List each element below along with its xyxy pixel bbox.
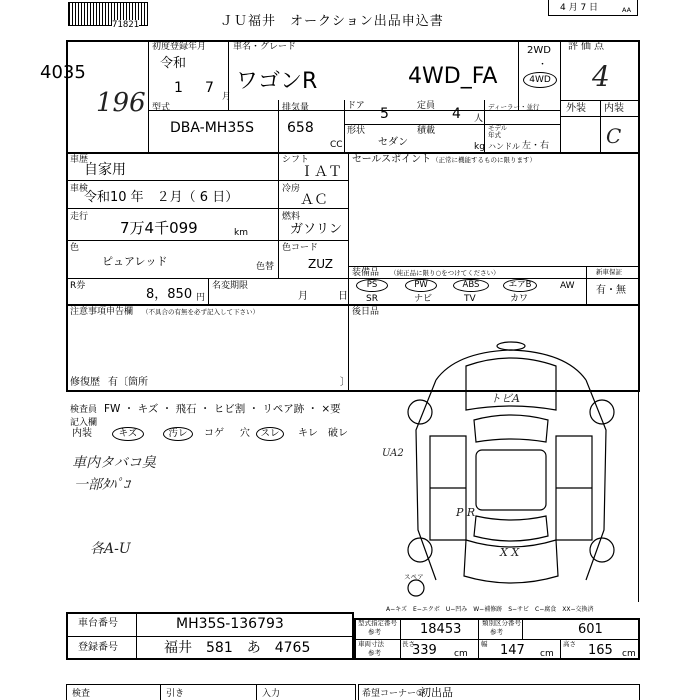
car-name: ワゴンR <box>236 69 318 94</box>
doors: 5 <box>380 106 389 122</box>
divider <box>66 636 354 637</box>
car-roof <box>476 450 546 510</box>
car-right-side <box>586 380 606 580</box>
fuel: ガソリン <box>290 222 343 237</box>
handwritten-note-2: 一部ﾀﾊﾟｺ <box>74 477 130 493</box>
check-rub[interactable]: スレ <box>256 427 284 441</box>
width: 147 <box>500 643 525 658</box>
divider <box>278 100 279 152</box>
length-unit: cm <box>454 649 468 659</box>
divider <box>560 40 561 152</box>
designation-ref: 参考 <box>368 628 381 636</box>
checklist-label-1: 検査員 <box>70 405 98 415</box>
equip-airbag[interactable]: エアB <box>503 279 537 292</box>
drive-dot: ・ <box>538 60 548 70</box>
repair-close: 〕 <box>340 377 350 388</box>
equipment-note: （純正品に限り○をつけてください） <box>390 269 500 277</box>
category-label: 類別区分番号 <box>482 619 521 627</box>
interior-label: 内装 <box>604 103 624 114</box>
divider <box>66 278 640 279</box>
equip-ps[interactable]: PS <box>356 279 388 292</box>
fuel-label: 燃料 <box>282 212 301 222</box>
wheel-icon <box>590 538 614 562</box>
height-unit: cm <box>622 649 636 659</box>
after-goods-label: 後日品 <box>352 307 380 317</box>
model: DBA-MH35S <box>170 120 255 136</box>
car-right-doors <box>556 436 592 540</box>
divider <box>478 618 479 660</box>
score-value: 4 <box>592 60 610 93</box>
color-code: ZUZ <box>308 257 334 271</box>
car-left-side <box>416 380 436 580</box>
height-label: 高さ <box>563 640 576 648</box>
ac-label: 冷房 <box>282 184 301 194</box>
check-burn: コゲ <box>204 428 224 439</box>
length-label: 長さ <box>402 640 415 648</box>
divider <box>400 618 401 660</box>
usage-label: 車歴 <box>70 155 89 165</box>
inspection-label: 車検 <box>70 184 89 194</box>
handwritten-note-3: 各A-U <box>90 541 131 557</box>
color: ピュアレッド <box>102 255 168 268</box>
equip-navi: ナビ <box>414 294 433 304</box>
check-scratch[interactable]: キズ <box>112 427 144 441</box>
name-change-label: 名変期限 <box>212 281 249 291</box>
color-code-label: 色コード <box>282 243 319 253</box>
wheel-icon <box>408 538 432 562</box>
entry-number: 71821 <box>112 20 140 30</box>
new-car-value: 有・無 <box>596 285 626 296</box>
diagram-note-center: P R <box>456 506 476 519</box>
km: km <box>234 228 248 238</box>
color-label: 色 <box>70 243 80 253</box>
reg-label: 登録番号 <box>78 642 118 653</box>
first-reg-label: 初度登録年月 <box>152 42 207 52</box>
drive-4wd-circle[interactable]: 4WD <box>523 72 557 88</box>
spare-wheel-icon <box>408 580 424 596</box>
divider <box>600 100 601 152</box>
displacement: 658 <box>287 120 314 136</box>
equipment-label: 装備品 <box>352 268 380 278</box>
body: セダン <box>378 137 409 148</box>
car-name-label: 車名・グレード <box>233 42 297 52</box>
category-ref: 参考 <box>490 628 503 636</box>
chassis-label: 車台番号 <box>78 618 118 629</box>
doors-label: ドア <box>347 101 365 111</box>
footer-pull: 引き <box>166 689 185 699</box>
form-title: ＪＵ福井 オークション出品申込書 <box>220 14 444 29</box>
equip-abs[interactable]: ABS <box>453 279 489 292</box>
month-unit: 月 <box>222 92 232 102</box>
divider <box>522 618 523 639</box>
width-label: 幅 <box>481 640 488 648</box>
yen: 円 <box>196 293 206 303</box>
divider <box>344 124 560 125</box>
model-label: 型式 <box>152 103 171 113</box>
mileage: 7万4千099 <box>120 219 198 237</box>
divider <box>518 40 519 110</box>
first-reg-year: 1 <box>174 80 183 96</box>
divider <box>348 266 640 267</box>
divider <box>256 684 257 700</box>
divider <box>66 180 348 181</box>
damage-legend: A−キズ E−エクボ U−凹み W−補修跡 S−サビ C−腐食 XX−交換済 <box>386 606 594 613</box>
notes-label: 注意事項申告欄 <box>70 307 134 317</box>
sales-point-note: （正常に機能するものに限ります） <box>432 156 536 164</box>
car-diagram <box>396 340 626 600</box>
divider <box>344 100 345 152</box>
shift: ＩＡＴ <box>300 164 342 180</box>
exterior-label: 外装 <box>566 103 586 114</box>
divider <box>160 684 161 700</box>
equip-sr: SR <box>366 294 378 304</box>
name-change-value: 月 日 <box>298 291 348 302</box>
mirror-icon <box>497 342 525 350</box>
capacity: 4 <box>452 106 461 122</box>
capacity-unit: 人 <box>474 114 484 124</box>
car-windshield <box>474 415 548 442</box>
color-change-label: 色替 <box>256 262 275 272</box>
score-label: 評価点 <box>568 41 607 52</box>
exterior-value: C <box>606 124 622 148</box>
divider <box>560 639 561 660</box>
divider <box>278 152 279 278</box>
drive-2wd: 2WD <box>527 45 551 56</box>
size-ref-label: 車両寸法 <box>358 640 384 648</box>
handle-label: ハンドル <box>488 142 520 151</box>
spare-label: スペア <box>404 573 424 581</box>
dealer-label: ディーラー・並行 <box>488 103 540 111</box>
footer-entry: 入力 <box>262 689 281 699</box>
handwritten-lot: 196 <box>96 88 146 118</box>
corner-label: 希望コーナー① <box>362 689 425 699</box>
diagram-frame-right <box>638 392 639 602</box>
category: 601 <box>578 622 603 637</box>
diagram-note-top: トビA <box>490 392 520 405</box>
divider <box>66 240 348 241</box>
kg: kg <box>474 142 485 152</box>
car-outline-top <box>436 350 586 380</box>
equip-aw: AW <box>560 281 575 291</box>
equip-pw[interactable]: PW <box>405 279 437 292</box>
mileage-label: 走行 <box>70 212 89 222</box>
footer-inspection: 検査 <box>72 689 91 699</box>
top-frame-left-edge <box>148 40 149 152</box>
checklist-row-1: FW ・ キズ ・ 飛石 ・ ヒビ割 ・ リペア跡 ・ ×要 <box>104 403 341 415</box>
cc: CC <box>330 140 343 150</box>
body-label: 形状 <box>347 126 366 136</box>
check-stain[interactable]: 汚レ <box>163 427 193 441</box>
displacement-label: 排気量 <box>282 103 310 113</box>
check-tear: 破レ <box>328 428 348 439</box>
usage: 自家用 <box>84 162 126 178</box>
repair-value: 有〔箇所 <box>108 377 148 388</box>
designation: 18453 <box>420 622 462 637</box>
divider <box>484 100 485 152</box>
divider <box>66 304 640 306</box>
car-left-doors <box>430 436 466 540</box>
designation-label: 型式指定番号 <box>358 619 397 627</box>
equip-leather: カワ <box>510 294 529 304</box>
equip-tv: TV <box>464 294 476 304</box>
checklist-label-2: 記入欄 <box>70 418 98 428</box>
first-reg-month: 7 <box>205 80 214 96</box>
first-reg-era: 令和 <box>160 56 187 71</box>
car-grade: 4WD_FA <box>408 64 498 89</box>
sales-point-label: セールスポイント <box>352 154 432 165</box>
model-year-label: モデル年式 <box>488 124 508 139</box>
check-hole: 穴 <box>240 428 250 439</box>
stamp-number: 4035 <box>40 62 86 83</box>
divider <box>136 612 137 660</box>
inspection: 令和10 年 ２月（ 6 日） <box>84 190 239 205</box>
diagram-note-bottom: X X <box>500 546 520 559</box>
divider <box>66 208 348 209</box>
handle-value: 左・右 <box>522 141 550 151</box>
check-cut: キレ <box>298 428 318 439</box>
reg-value: 福井 581 あ 4765 <box>164 640 311 656</box>
divider <box>354 639 640 640</box>
chassis-value: MH35S-136793 <box>176 616 284 632</box>
check-interior: 内装 <box>72 428 92 439</box>
repair-label: 修復歴 <box>70 377 100 388</box>
r-label: R券 <box>70 281 86 291</box>
width-unit: cm <box>540 649 554 659</box>
divider <box>208 278 209 304</box>
date: 4 月 7 日 <box>560 3 599 13</box>
length: 339 <box>412 643 437 658</box>
new-car-label: 新車保証 <box>596 268 622 276</box>
load-label: 積載 <box>417 126 436 136</box>
height: 165 <box>588 643 613 658</box>
diagram-note-left: UA2 <box>382 448 404 459</box>
capacity-label: 定員 <box>417 101 436 111</box>
r-value: 8，850 <box>146 287 193 302</box>
handwritten-note-1: 車内タバコ臭 <box>72 455 156 471</box>
footer-frame <box>66 684 356 700</box>
divider <box>348 152 349 392</box>
car-rear-window <box>474 516 548 541</box>
shift-label: シフト <box>282 155 310 165</box>
date-suffix: AA <box>622 6 632 14</box>
notes-sub: （不具合の有無を必ず記入して下さい） <box>142 308 259 316</box>
divider <box>228 40 229 110</box>
size-ref: 参考 <box>368 649 381 657</box>
corner-value: 初出品 <box>420 686 453 699</box>
ac: ＡＣ <box>300 192 328 208</box>
divider <box>586 266 587 304</box>
